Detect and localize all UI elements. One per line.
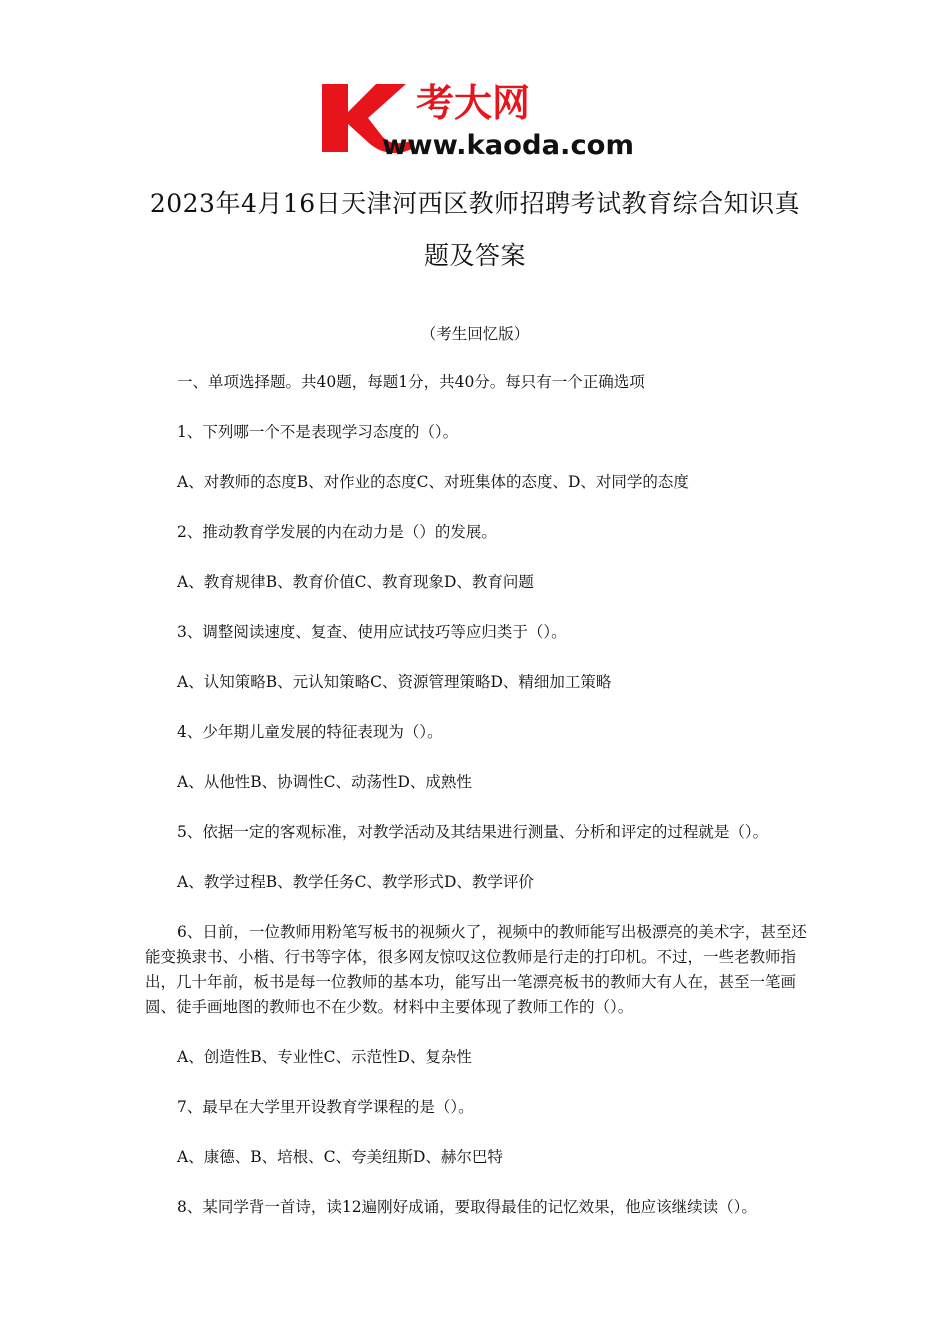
question-4: 4、少年期儿童发展的特征表现为（）。: [177, 723, 443, 741]
question-1: 1、下列哪一个不是表现学习态度的（）。: [177, 423, 459, 441]
kaoda-logo: [318, 78, 638, 158]
question-6: 6、日前，一位教师用粉笔写板书的视频火了，视频中的教师能写出极漂亮的美术字，甚至还能变换隶书、小楷、行书等字体，很多网友惊叹这位教师是行走的打印机。不过，一些老教师指出，几十年前，板书是每一位教师的基本功，能写出一笔漂亮板书的教师大有人在，甚至一笔画圆、徒手画地图的教师也不在少数。材料中主要体现了教师工作的（）。: [145, 923, 807, 1016]
options-1: A、对教师的态度B、对作业的态度C、对班集体的态度、D、对同学的态度: [177, 473, 689, 491]
options-6: A、创造性B、专业性C、示范性D、复杂性: [177, 1048, 472, 1066]
document-title: 2023年4月16日天津河西区教师招聘考试教育综合知识真题及答案: [149, 189, 801, 270]
section-heading: 一、单项选择题。共40题，每题1分，共40分。每只有一个正确选项: [177, 373, 645, 391]
question-2: 2、推动教育学发展的内在动力是（）的发展。: [177, 523, 497, 541]
logo-url-text: www.kaoda.com: [382, 130, 634, 158]
kaoda-logo-mark: [318, 78, 638, 158]
options-2: A、教育规律B、教育价值C、教育现象D、教育问题: [177, 573, 534, 591]
options-3: A、认知策略B、元认知策略C、资源管理策略D、精细加工策略: [177, 673, 612, 691]
question-3: 3、调整阅读速度、复查、使用应试技巧等应归类于（）。: [177, 623, 567, 641]
question-8: 8、某同学背一首诗，读12遍刚好成诵，要取得最佳的记忆效果，他应该继续读（）。: [177, 1198, 757, 1216]
logo-brand-text: 考大网: [416, 81, 531, 125]
options-7: A、康德、B、培根、C、夸美纽斯D、赫尔巴特: [177, 1148, 503, 1166]
question-5: 5、依据一定的客观标准，对教学活动及其结果进行测量、分析和评定的过程就是（）。: [177, 823, 769, 841]
options-4: A、从他性B、协调性C、动荡性D、成熟性: [177, 773, 472, 791]
document-body: [145, 370, 809, 1220]
document-subtitle: （考生回忆版）: [420, 325, 530, 343]
options-5: A、教学过程B、教学任务C、教学形式D、教学评价: [177, 873, 534, 891]
question-7: 7、最早在大学里开设教育学课程的是（）。: [177, 1098, 474, 1116]
